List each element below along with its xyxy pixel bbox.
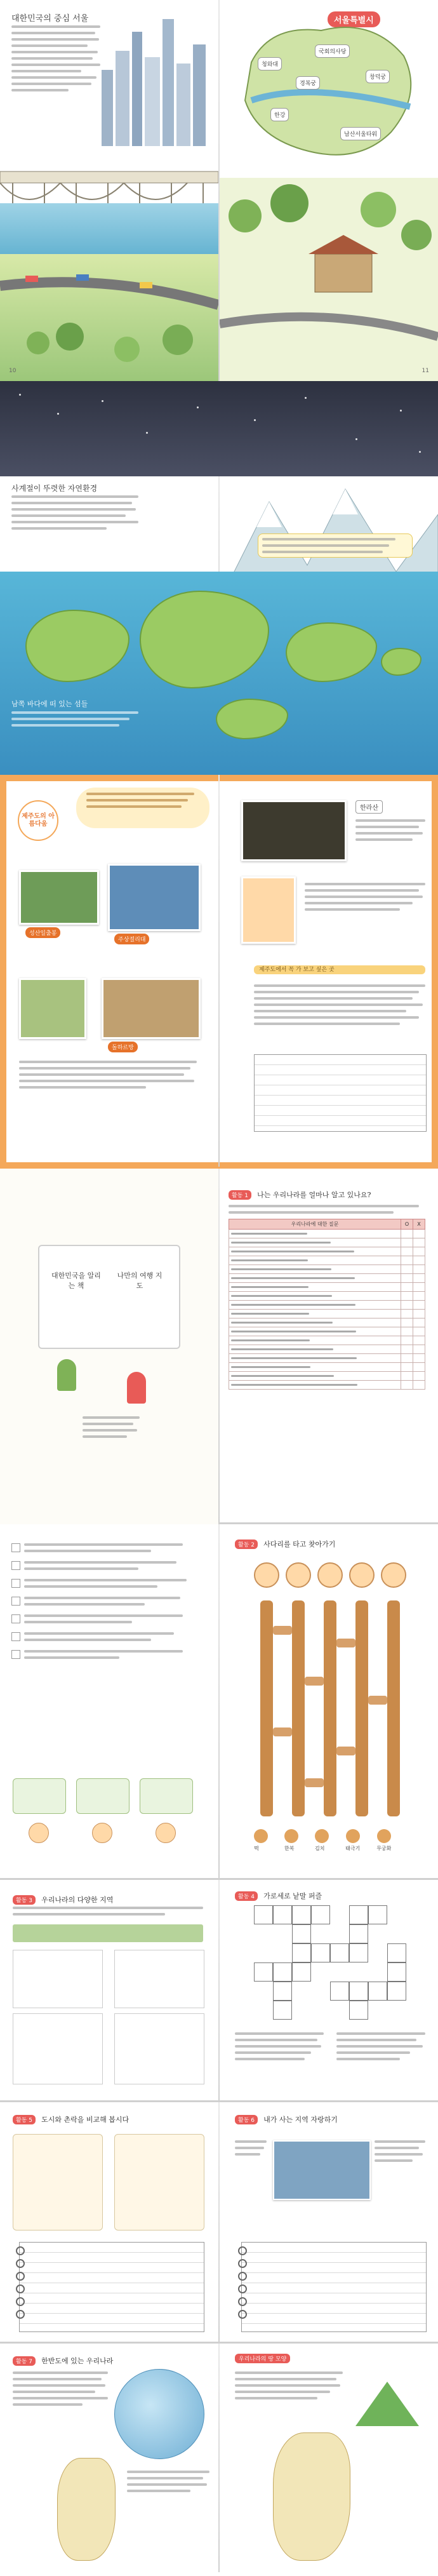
body-text — [13, 2371, 108, 2406]
checklist-text — [254, 984, 425, 1025]
list-item[interactable] — [11, 1561, 202, 1570]
child-face-illustration — [156, 1823, 176, 1843]
answer-x-cell[interactable] — [413, 1363, 425, 1372]
answer-o-cell[interactable] — [401, 1230, 413, 1238]
spread-quiz — [0, 1169, 438, 1524]
section-title: 한라산 — [355, 800, 383, 814]
table-row — [229, 1354, 425, 1363]
jeju-photo — [108, 864, 201, 931]
page-number: 10 — [9, 368, 17, 374]
answer-o-cell[interactable] — [401, 1265, 413, 1274]
list-item[interactable] — [11, 1543, 202, 1552]
answer-o-cell[interactable] — [401, 1238, 413, 1247]
answer-x-cell[interactable] — [413, 1345, 425, 1354]
activity-title: 우리나라의 다양한 지역 — [41, 1896, 114, 1904]
answer-x-cell[interactable] — [413, 1238, 425, 1247]
crossword-cell[interactable] — [387, 1982, 406, 2001]
jeju-circle-badge: 제주도의 아름다움 — [18, 800, 58, 841]
page-title: 대한민국의 중심 서울 — [11, 14, 89, 23]
ladder-rail — [355, 1600, 368, 1816]
snowflake — [19, 394, 21, 396]
ladder-rung — [336, 1639, 355, 1647]
speech-card — [140, 1778, 193, 1814]
mountain-illustration — [355, 2382, 419, 2426]
question-cell — [229, 1256, 401, 1265]
body-text — [11, 495, 138, 530]
road-with-cars-illustration — [0, 267, 218, 375]
child-face-illustration — [254, 1562, 279, 1588]
map-tag: 남산서울타워 — [340, 127, 381, 140]
answer-o-cell[interactable] — [401, 1363, 413, 1372]
note-card[interactable] — [114, 2013, 204, 2084]
answer-item: 무궁화 — [376, 1829, 391, 1852]
city-photo — [273, 2140, 371, 2200]
crossword-cell[interactable] — [311, 1905, 330, 1924]
map-tag: 청와대 — [258, 57, 282, 70]
question-cell — [229, 1301, 401, 1310]
answer-x-cell[interactable] — [413, 1327, 425, 1336]
table-header: X — [413, 1219, 425, 1230]
question-cell — [229, 1372, 401, 1381]
snowflake — [254, 419, 256, 421]
body-text — [375, 2140, 425, 2162]
question-cell — [229, 1318, 401, 1327]
snowflake — [197, 406, 199, 408]
answer-x-cell[interactable] — [413, 1230, 425, 1238]
notebook-rings — [238, 2243, 244, 2331]
map-tag: 국회의사당 — [315, 44, 350, 58]
activity-header — [13, 2112, 129, 2124]
answer-x-cell[interactable] — [413, 1372, 425, 1381]
clues-across — [235, 2032, 324, 2060]
body-text — [127, 2471, 209, 2492]
answer-x-cell[interactable] — [413, 1318, 425, 1327]
child-face-illustration — [349, 1562, 375, 1588]
child-face-illustration — [381, 1562, 406, 1588]
section-label: 우리나라의 땅 모양 — [235, 2354, 290, 2363]
table-header: 우리나라에 대한 질문 — [229, 1219, 401, 1230]
list-item[interactable] — [11, 1614, 202, 1623]
map-title-badge: 서울특별시 — [328, 11, 380, 27]
book-title: 대한민국을 알리는 책 — [51, 1271, 101, 1290]
region-photo-strip — [13, 1924, 203, 1942]
speech-bubble — [76, 788, 209, 828]
answer-x-cell[interactable] — [413, 1274, 425, 1283]
photo-caption: 성산일출봉 — [25, 927, 60, 938]
activity-title: 도시와 촌락을 비교해 봅시다 — [41, 2116, 129, 2124]
spread-nature — [0, 381, 438, 775]
page-fold — [218, 2344, 220, 2572]
comparison-panel — [114, 2134, 204, 2231]
child-illustration — [57, 1359, 76, 1391]
book-subtitle: 나만의 여행 지도 — [117, 1271, 163, 1290]
korea-map-illustration — [57, 2458, 116, 2561]
ladder-rail — [387, 1600, 400, 1816]
instruction-text — [13, 1907, 203, 1915]
jeju-photo — [102, 978, 201, 1039]
crossword-cell[interactable] — [330, 1982, 349, 2001]
body-text — [235, 2371, 343, 2399]
note-card[interactable] — [114, 1950, 204, 2008]
child-illustration — [127, 1372, 146, 1404]
clues-down — [336, 2032, 425, 2060]
page-number: 11 — [421, 368, 429, 374]
list-item[interactable] — [11, 1597, 202, 1606]
jeju-photo — [19, 978, 86, 1039]
question-cell — [229, 1238, 401, 1247]
answer-o-cell[interactable] — [401, 1301, 413, 1310]
table-row — [229, 1238, 425, 1247]
crossword-cell[interactable] — [273, 1962, 292, 1982]
spread-city-village — [0, 2102, 438, 2344]
crossword-cell[interactable] — [387, 1962, 406, 1982]
speech-card — [13, 1778, 66, 1814]
activity-title: 내가 사는 지역 자랑하기 — [263, 2116, 338, 2124]
snowflake — [57, 413, 59, 415]
crossword-cell[interactable] — [254, 1962, 273, 1982]
question-cell — [229, 1336, 401, 1345]
snowflake — [400, 410, 402, 412]
answer-x-cell[interactable] — [413, 1283, 425, 1292]
crossword-cell[interactable] — [349, 1905, 368, 1924]
korea-map-illustration — [273, 2432, 350, 2561]
children-row — [254, 1562, 406, 1588]
info-callout — [258, 533, 413, 558]
crossword-cell[interactable] — [311, 1943, 330, 1962]
writing-area[interactable] — [254, 1054, 427, 1132]
table-row — [229, 1381, 425, 1390]
question-cell — [229, 1327, 401, 1336]
comparison-panel — [13, 2134, 103, 2231]
answer-o-cell[interactable] — [401, 1283, 413, 1292]
crossword-cell[interactable] — [349, 1982, 368, 2001]
table-row — [229, 1256, 425, 1265]
table-row — [229, 1283, 425, 1292]
winter-night-sky — [0, 381, 438, 476]
right-page-seoul-map — [220, 0, 438, 381]
section-title: 사계절이 뚜렷한 자연환경 — [11, 484, 98, 493]
body-text — [19, 1061, 197, 1089]
checkbox[interactable] — [11, 1614, 20, 1623]
activity-header — [235, 2112, 338, 2124]
question-cell — [229, 1283, 401, 1292]
answer-o-cell[interactable] — [401, 1336, 413, 1345]
answer-o-cell[interactable] — [401, 1292, 413, 1301]
ladder-game[interactable] — [260, 1600, 400, 1816]
activity-header — [235, 1889, 322, 1901]
note-card[interactable] — [13, 2013, 103, 2084]
page-fold — [218, 2102, 220, 2342]
table-row — [229, 1363, 425, 1372]
table-row — [229, 1292, 425, 1301]
answer-o-cell[interactable] — [401, 1381, 413, 1390]
question-cell — [229, 1292, 401, 1301]
checkbox[interactable] — [11, 1597, 20, 1606]
jeju-photo — [241, 800, 347, 861]
answer-o-cell[interactable] — [401, 1354, 413, 1363]
ladder-rung — [305, 1677, 324, 1686]
table-row — [229, 1301, 425, 1310]
question-cell — [229, 1354, 401, 1363]
snowflake — [419, 451, 421, 453]
list-item[interactable] — [11, 1632, 202, 1641]
child-face-illustration — [286, 1562, 311, 1588]
answer-o-cell[interactable] — [401, 1327, 413, 1336]
child-face-illustration — [92, 1823, 112, 1843]
crossword-cell[interactable] — [292, 1962, 311, 1982]
activity-title: 한반도에 있는 우리나라 — [41, 2357, 114, 2365]
table-row — [229, 1274, 425, 1283]
answer-x-cell[interactable] — [413, 1354, 425, 1363]
answer-items — [254, 1829, 391, 1852]
crossword-cell[interactable] — [273, 2001, 292, 2020]
checkbox[interactable] — [11, 1561, 20, 1570]
ladder-rail — [324, 1600, 336, 1816]
checklist — [11, 1543, 202, 1668]
crossword-cell[interactable] — [254, 1905, 273, 1924]
city-skyline-illustration — [95, 13, 216, 146]
crossword-cell[interactable] — [368, 1905, 387, 1924]
answer-o-cell[interactable] — [401, 1256, 413, 1265]
writing-area[interactable] — [19, 2242, 204, 2332]
answer-o-cell[interactable] — [401, 1247, 413, 1256]
answer-o-cell[interactable] — [401, 1318, 413, 1327]
question-cell — [229, 1230, 401, 1238]
answer-item: 김치 — [315, 1829, 329, 1852]
snowflake — [355, 438, 357, 440]
crossword-cell[interactable] — [349, 1924, 368, 1943]
child-face-illustration — [317, 1562, 343, 1588]
answer-x-cell[interactable] — [413, 1292, 425, 1301]
answer-o-cell[interactable] — [401, 1345, 413, 1354]
activity-title: 가로세로 낱말 퍼즐 — [263, 1892, 322, 1900]
table-row — [229, 1336, 425, 1345]
activity-badge: 활동 3 — [13, 1895, 36, 1905]
answer-o-cell[interactable] — [401, 1372, 413, 1381]
section-title: 남쪽 바다에 떠 있는 섬들 — [11, 700, 88, 708]
ladder-rail — [292, 1600, 305, 1816]
map-tag: 한강 — [270, 108, 289, 121]
activity-badge: 활동 6 — [235, 2115, 258, 2124]
quiz-table — [229, 1219, 425, 1390]
writing-area[interactable] — [241, 2242, 427, 2332]
checkbox[interactable] — [11, 1632, 20, 1641]
table-row — [229, 1345, 425, 1354]
checkbox[interactable] — [11, 1650, 20, 1659]
question-cell — [229, 1310, 401, 1318]
crossword-cell[interactable] — [292, 1924, 311, 1943]
instruction-text — [229, 1205, 425, 1214]
body-text — [305, 883, 425, 911]
table-row — [229, 1327, 425, 1336]
page-fold — [218, 1880, 220, 2100]
body-text — [11, 711, 138, 727]
spread-jeju — [0, 775, 438, 1169]
photo-caption: 돌하르방 — [108, 1042, 138, 1052]
activity-badge: 활동 2 — [235, 1540, 258, 1549]
table-row — [229, 1310, 425, 1318]
activity-note — [83, 1416, 140, 1438]
answer-item: 떡 — [254, 1829, 268, 1852]
ladder-rung — [273, 1626, 292, 1635]
question-cell — [229, 1345, 401, 1354]
han-river — [0, 203, 218, 260]
activity-header — [13, 1893, 113, 1905]
crossword-cell[interactable] — [292, 1943, 311, 1962]
answer-item: 태극기 — [345, 1829, 360, 1852]
activity-header — [13, 2354, 113, 2366]
crossword-cell[interactable] — [292, 1905, 311, 1924]
seoul-map-illustration — [232, 11, 423, 170]
answer-x-cell[interactable] — [413, 1310, 425, 1318]
quiz-form — [229, 1188, 425, 1390]
table-row — [229, 1318, 425, 1327]
photo-caption: 주상절리대 — [114, 934, 149, 944]
table-header: O — [401, 1219, 413, 1230]
body-text — [355, 819, 425, 841]
map-tag: 경복궁 — [296, 76, 320, 90]
activity-badge: 활동 4 — [235, 1891, 258, 1901]
activity-bar: 제주도에서 꼭 가 보고 싶은 곳 — [254, 965, 425, 974]
answer-x-cell[interactable] — [413, 1301, 425, 1310]
table-row — [229, 1230, 425, 1238]
city-park-illustration — [220, 178, 438, 381]
question-cell — [229, 1381, 401, 1390]
guide-character — [241, 876, 296, 944]
spread-seoul — [0, 0, 438, 381]
snowflake — [102, 400, 103, 402]
page-fold — [218, 775, 220, 1167]
table-row — [229, 1265, 425, 1274]
question-cell — [229, 1274, 401, 1283]
table-row — [229, 1372, 425, 1381]
map-tag: 창덕궁 — [366, 70, 390, 83]
ladder-rung — [305, 1778, 324, 1787]
activity-title: 나는 우리나라를 얼마나 알고 있나요? — [257, 1191, 371, 1199]
answer-x-cell[interactable] — [413, 1256, 425, 1265]
ladder-rung — [368, 1696, 387, 1705]
answer-item: 한복 — [284, 1829, 298, 1852]
activity-title: 사다리를 타고 찾아가기 — [263, 1540, 336, 1548]
left-page-seoul-city — [0, 0, 218, 381]
crossword-cell[interactable] — [273, 1905, 292, 1924]
question-cell — [229, 1247, 401, 1256]
note-card[interactable] — [13, 1950, 103, 2008]
crossword-grid[interactable] — [254, 1905, 413, 2020]
child-face-illustration — [29, 1823, 49, 1843]
crossword-cell[interactable] — [368, 1982, 387, 2001]
answer-x-cell[interactable] — [413, 1381, 425, 1390]
spread-regions-puzzle — [0, 1880, 438, 2102]
crossword-cell[interactable] — [330, 1943, 349, 1962]
table-row — [229, 1247, 425, 1256]
crossword-cell[interactable] — [273, 1982, 292, 2001]
snowflake — [305, 397, 307, 399]
globe-illustration — [114, 2369, 204, 2459]
body-text — [235, 2140, 267, 2156]
activity-badge: 활동 5 — [13, 2115, 36, 2124]
ladder-rung — [336, 1747, 355, 1755]
activity-header — [235, 1537, 335, 1549]
activity-badge: 활동 1 — [229, 1190, 251, 1200]
ladder-rail — [260, 1600, 273, 1816]
crossword-cell[interactable] — [349, 2001, 368, 2020]
list-item[interactable] — [11, 1650, 202, 1659]
body-text — [11, 25, 100, 91]
answer-x-cell[interactable] — [413, 1247, 425, 1256]
notebook-rings — [16, 2243, 22, 2331]
answer-o-cell[interactable] — [401, 1274, 413, 1283]
checkbox[interactable] — [11, 1579, 20, 1588]
open-book-illustration — [38, 1245, 180, 1349]
answer-o-cell[interactable] — [401, 1310, 413, 1318]
crossword-cell[interactable] — [349, 1943, 368, 1962]
page-fold — [218, 1169, 220, 1522]
question-cell — [229, 1265, 401, 1274]
answer-x-cell[interactable] — [413, 1265, 425, 1274]
crossword-cell[interactable] — [387, 1943, 406, 1962]
list-item[interactable] — [11, 1579, 202, 1588]
question-cell — [229, 1363, 401, 1372]
jeju-photo — [19, 870, 99, 925]
snowflake — [146, 432, 148, 434]
spread-ladder — [0, 1524, 438, 1880]
ladder-rung — [273, 1727, 292, 1736]
spread-korean-peninsula — [0, 2344, 438, 2572]
checkbox[interactable] — [11, 1543, 20, 1552]
activity-badge: 활동 7 — [13, 2356, 36, 2366]
speech-card — [76, 1778, 129, 1814]
page-fold — [218, 1524, 220, 1878]
answer-x-cell[interactable] — [413, 1336, 425, 1345]
